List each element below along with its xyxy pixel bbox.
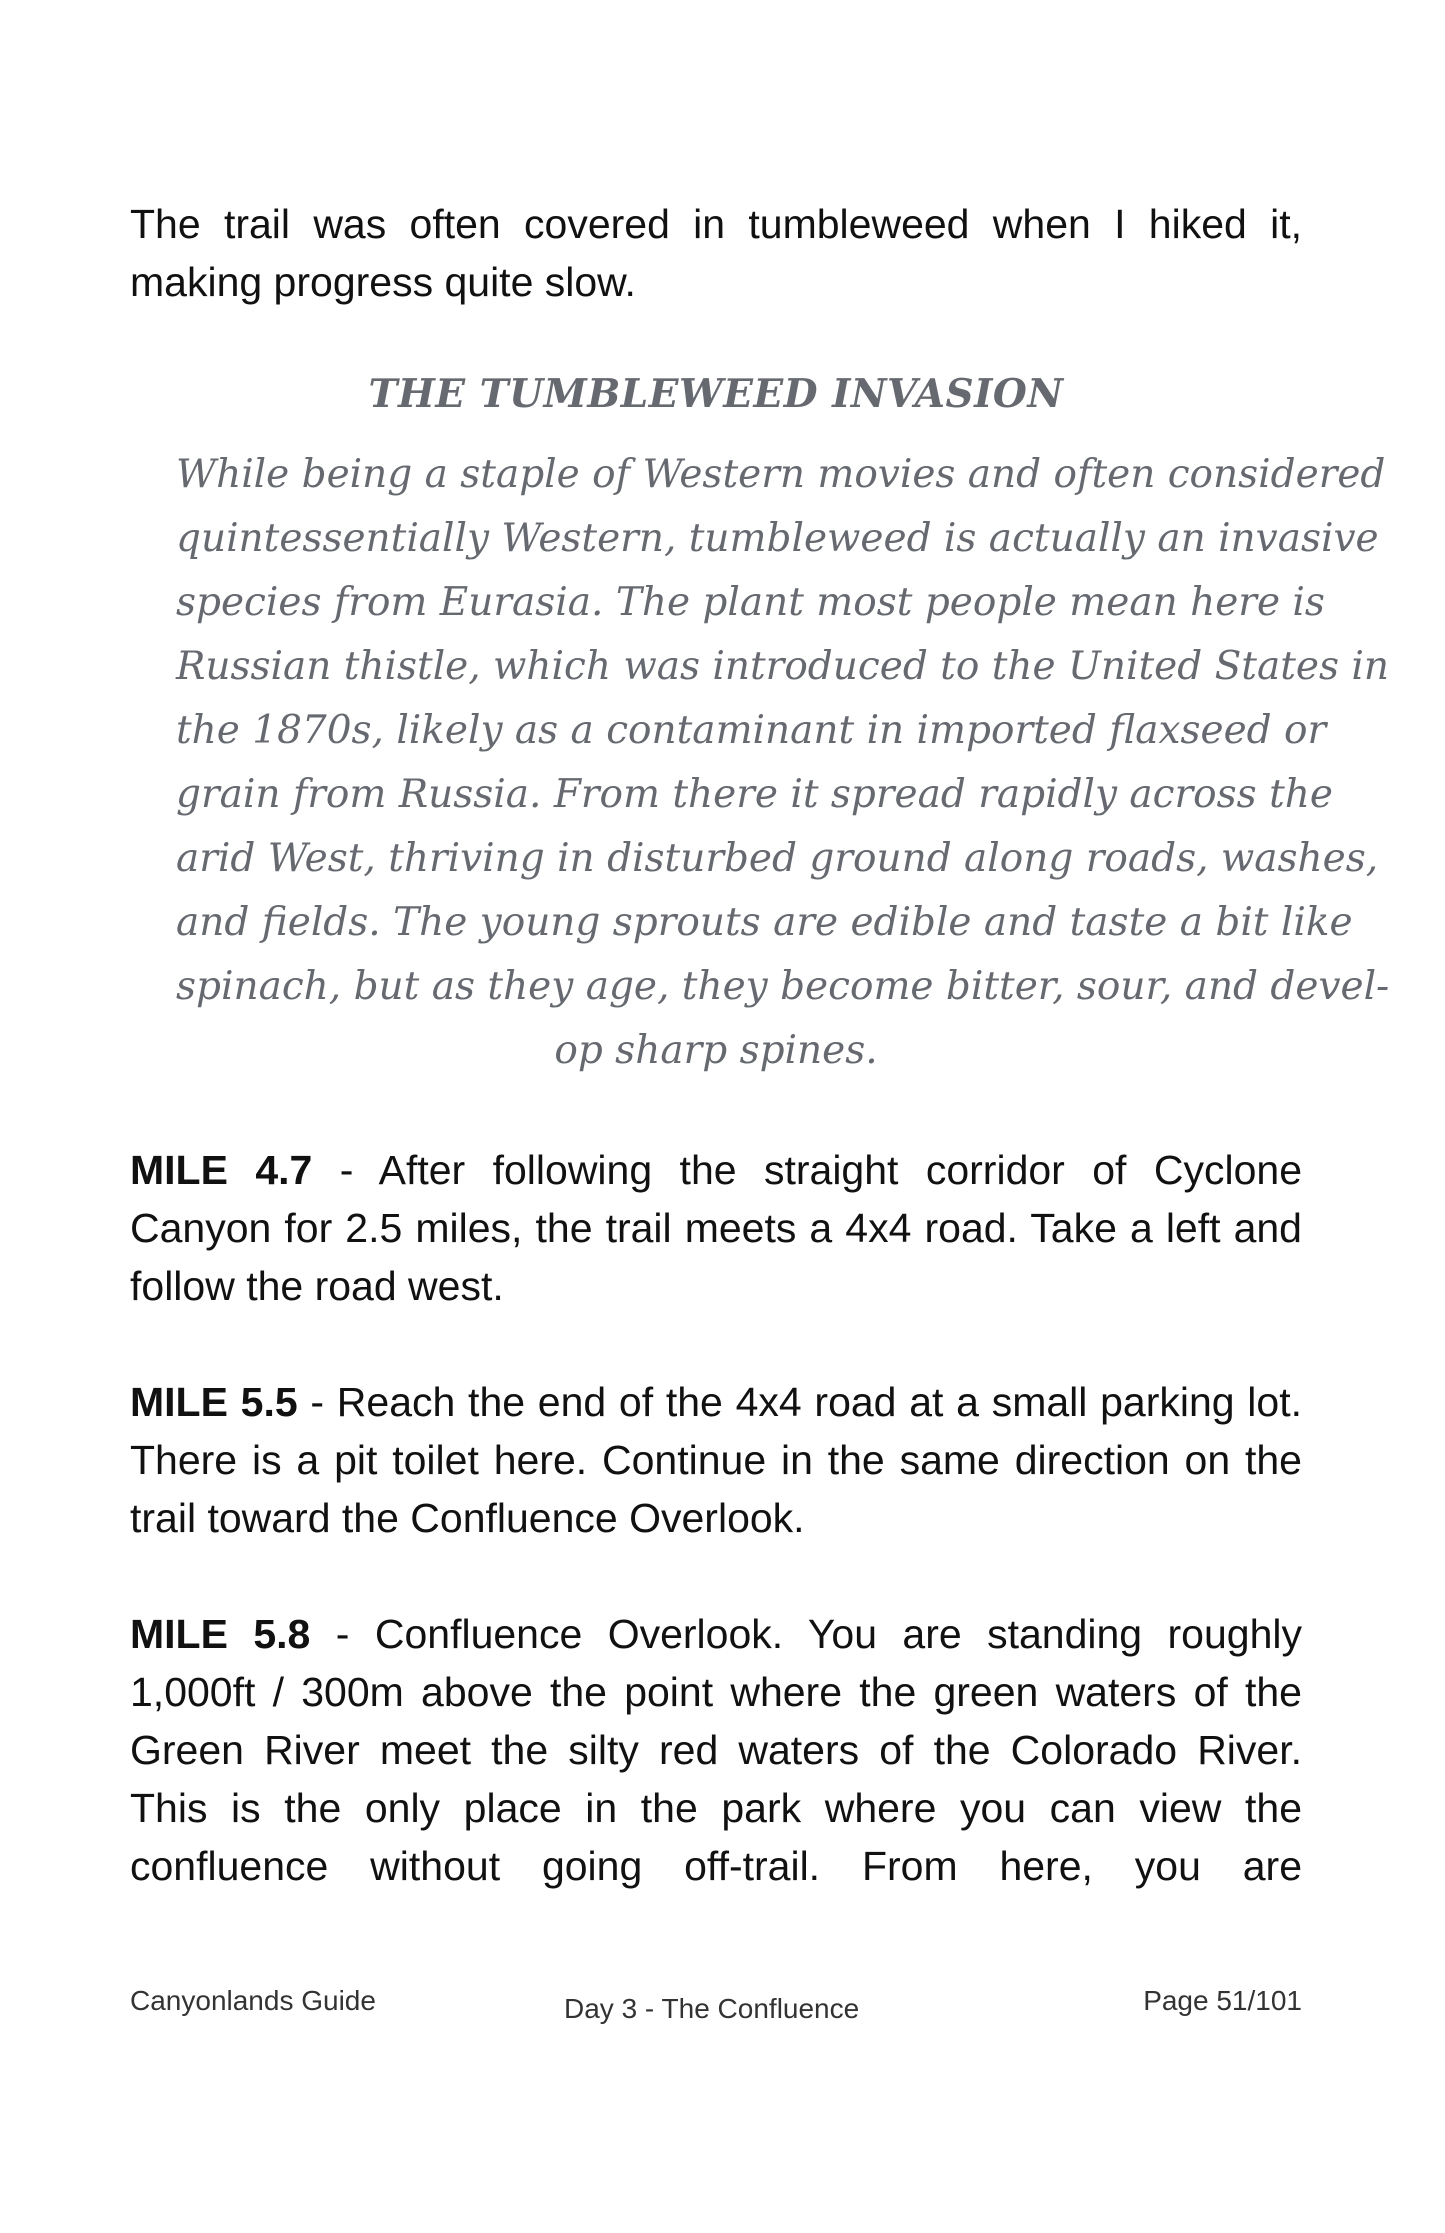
footer-page-number: Page 51/101 bbox=[1143, 1985, 1302, 2016]
mile-entry-4-7 bbox=[130, 1141, 1302, 1315]
sidebar-line: grain from Russia. From there it spread rapidly across the bbox=[176, 772, 1333, 817]
footer-chapter: Day 3 - The Confluence bbox=[564, 1993, 860, 2024]
footer-book-title: Canyonlands Guide bbox=[130, 1985, 376, 2016]
mile-entry-5-5 bbox=[130, 1373, 1302, 1547]
mile-text: - After following the straight corridor of Cyclone Canyon for 2.5 miles, the trail meets a 4x4 road. Take a left and follow the road west. bbox=[130, 1147, 1302, 1309]
page-content bbox=[130, 195, 1390, 1895]
sidebar-line: the 1870s, likely as a contaminant in imported flaxseed or bbox=[176, 708, 1327, 753]
page-footer bbox=[130, 1985, 1302, 2035]
intro-paragraph: The trail was often covered in tumbleweed when I hiked it, making progress quite slow. bbox=[130, 201, 1302, 305]
sidebar-line: arid West, thriving in disturbed ground along roads, washes, bbox=[176, 836, 1379, 881]
mile-label: MILE 5.5 bbox=[130, 1379, 298, 1425]
mile-text: - Reach the end of the 4x4 road at a small parking lot. There is a pit toilet here. Continue in the same direction on the trail toward the Confluence Overlook. bbox=[130, 1379, 1302, 1541]
mile-label: MILE 4.7 bbox=[130, 1147, 313, 1193]
sidebar-line: and fields. The young sprouts are edible and taste a bit like bbox=[176, 900, 1353, 945]
mile-entry-5-8 bbox=[130, 1605, 1302, 1895]
sidebar-line: While being a staple of Western movies and often considered bbox=[176, 452, 1386, 497]
sidebar-line: op sharp spines. bbox=[554, 1028, 878, 1073]
sidebar-line: spinach, but as they age, they become bitter, sour, and devel- bbox=[176, 964, 1390, 1009]
mile-label: MILE 5.8 bbox=[130, 1611, 311, 1657]
sidebar-line: species from Eurasia. The plant most people mean here is bbox=[176, 580, 1325, 625]
sidebar-line: Russian thistle, which was introduced to the United States in bbox=[176, 644, 1389, 689]
mile-text: - Confluence Overlook. You are standing roughly 1,000ft / 300m above the point where the green waters of the Green River meet the silty red waters of the Colorado River. This is the only place in the park where you can view the confluence without going off-trail. From here, you are bbox=[130, 1611, 1303, 1889]
sidebar-title: THE TUMBLEWEED INVASION bbox=[368, 371, 1064, 417]
tumbleweed-sidebar bbox=[130, 369, 1390, 1083]
sidebar-line: quintessentially Western, tumbleweed is actually an invasive bbox=[176, 516, 1379, 561]
sidebar-body bbox=[176, 443, 1390, 1083]
